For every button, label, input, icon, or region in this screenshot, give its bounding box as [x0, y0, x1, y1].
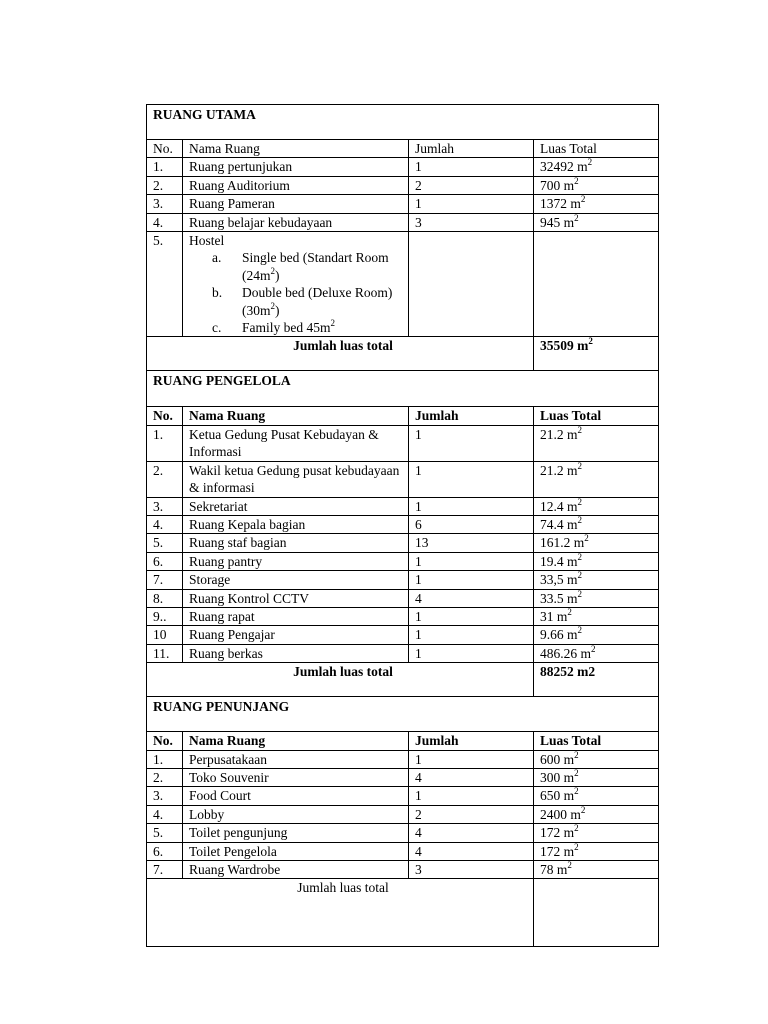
- table-row: [147, 750, 659, 768]
- row-count: 1: [409, 787, 534, 805]
- row-area: 74.4 $m^2$: [534, 515, 659, 533]
- total-row: [147, 337, 659, 371]
- row-count: 4: [409, 589, 534, 607]
- row-no: 5.: [147, 232, 183, 337]
- room-area-table: [146, 104, 659, 947]
- row-name: Wakil ketua Gedung pusat kebudayaan & informasi: [183, 461, 409, 497]
- row-no: 10: [147, 626, 183, 644]
- row-name: Sekretariat: [183, 497, 409, 515]
- row-no: 6.: [147, 842, 183, 860]
- table-row: [147, 461, 659, 497]
- row-count: 1: [409, 644, 534, 662]
- row-name: Ruang Pameran: [183, 195, 409, 213]
- row-area: 700 $m^2$: [534, 176, 659, 194]
- hostel-cell: [183, 232, 409, 337]
- total-row: [147, 879, 659, 947]
- row-count: 1: [409, 571, 534, 589]
- table-row: [147, 176, 659, 194]
- total-row: [147, 663, 659, 697]
- row-name: Ruang Auditorium: [183, 176, 409, 194]
- row-no: 1.: [147, 425, 183, 461]
- row-area: 21.2 $m^2$: [534, 461, 659, 497]
- total-label: Jumlah luas total: [147, 663, 534, 697]
- table-row: [147, 213, 659, 231]
- header-area: Luas Total: [534, 732, 659, 750]
- header-no: No.: [147, 140, 183, 158]
- row-area: 300 $m^2$: [534, 768, 659, 786]
- row-count: 1: [409, 607, 534, 625]
- row-area: 78 $m^2$: [534, 861, 659, 879]
- row-no: 6.: [147, 552, 183, 570]
- row-no: 3.: [147, 497, 183, 515]
- table-row: [147, 805, 659, 823]
- hostel-name: Hostel: [189, 233, 225, 249]
- row-name: Ruang Kepala bagian: [183, 515, 409, 533]
- header-area: Luas Total: [534, 140, 659, 158]
- table-row: [147, 515, 659, 533]
- row-area: [534, 232, 659, 337]
- row-area: 172 $m^2$: [534, 842, 659, 860]
- section-title-ruang-utama: RUANG UTAMA: [147, 105, 659, 140]
- row-no: 11.: [147, 644, 183, 662]
- row-count: 2: [409, 176, 534, 194]
- section-title-ruang-penunjang: RUANG PENUNJANG: [147, 697, 659, 732]
- row-name: Ketua Gedung Pusat Kebudayan & Informasi: [183, 425, 409, 461]
- total-value: 88252 m2: [534, 663, 659, 697]
- total-value: 35509 $m^2$: [534, 337, 659, 371]
- table-row: [147, 158, 659, 176]
- row-no: 2.: [147, 461, 183, 497]
- row-no: 5.: [147, 534, 183, 552]
- row-count: 3: [409, 861, 534, 879]
- row-no: 4.: [147, 805, 183, 823]
- row-name: Toilet pengunjung: [183, 824, 409, 842]
- row-count: 4: [409, 768, 534, 786]
- row-area: 600 $m^2$: [534, 750, 659, 768]
- row-area: 33.5 $m^2$: [534, 589, 659, 607]
- table-row: [147, 626, 659, 644]
- row-area: 486.26 $m^2$: [534, 644, 659, 662]
- row-area: 9.66 $m^2$: [534, 626, 659, 644]
- table-row: [147, 589, 659, 607]
- row-count: 1: [409, 750, 534, 768]
- row-count: 4: [409, 842, 534, 860]
- header-name: Nama Ruang: [183, 407, 409, 425]
- row-no: 5.: [147, 824, 183, 842]
- table-row: [147, 787, 659, 805]
- row-name: Toilet Pengelola: [183, 842, 409, 860]
- row-area: 650 $m^2$: [534, 787, 659, 805]
- row-count: 1: [409, 461, 534, 497]
- row-count: 3: [409, 213, 534, 231]
- table-row: [147, 552, 659, 570]
- row-count: 1: [409, 626, 534, 644]
- header-count: Jumlah: [409, 407, 534, 425]
- header-row: [147, 140, 659, 158]
- row-count: [409, 232, 534, 337]
- row-count: 4: [409, 824, 534, 842]
- header-row: [147, 732, 659, 750]
- row-no: 9..: [147, 607, 183, 625]
- row-count: 6: [409, 515, 534, 533]
- row-no: 7.: [147, 861, 183, 879]
- row-no: 1.: [147, 750, 183, 768]
- row-area: 32492 $m^2$: [534, 158, 659, 176]
- table-row: [147, 768, 659, 786]
- row-name: Lobby: [183, 805, 409, 823]
- total-label: Jumlah luas total: [147, 337, 534, 371]
- row-no: 2.: [147, 768, 183, 786]
- hostel-item-double: b. Double bed (Deluxe Room) $(30m^2)$: [212, 285, 393, 318]
- row-area: 19.4 $m^2$: [534, 552, 659, 570]
- table-row: [147, 425, 659, 461]
- row-no: 2.: [147, 176, 183, 194]
- table-row: [147, 607, 659, 625]
- table-row: [147, 497, 659, 515]
- row-count: 1: [409, 195, 534, 213]
- row-count: 1: [409, 497, 534, 515]
- row-name: Ruang pertunjukan: [183, 158, 409, 176]
- row-name: Ruang berkas: [183, 644, 409, 662]
- row-area: 161.2 $m^2$: [534, 534, 659, 552]
- section-title-ruang-pengelola: RUANG PENGELOLA: [147, 371, 659, 407]
- row-name: Storage: [183, 571, 409, 589]
- row-name: Ruang belajar kebudayaan: [183, 213, 409, 231]
- row-no: 1.: [147, 158, 183, 176]
- row-name: Ruang pantry: [183, 552, 409, 570]
- row-name: Ruang Wardrobe: [183, 861, 409, 879]
- table-row: [147, 824, 659, 842]
- row-name: Ruang rapat: [183, 607, 409, 625]
- header-no: No.: [147, 407, 183, 425]
- row-count: 2: [409, 805, 534, 823]
- header-name: Nama Ruang: [183, 140, 409, 158]
- row-count: 13: [409, 534, 534, 552]
- row-count: 1: [409, 552, 534, 570]
- header-area: Luas Total: [534, 407, 659, 425]
- row-area: 172 $m^2$: [534, 824, 659, 842]
- row-name: Ruang Pengajar: [183, 626, 409, 644]
- total-label: Jumlah luas total: [147, 879, 534, 947]
- row-area: 31 $m^2$: [534, 607, 659, 625]
- row-name: Ruang staf bagian: [183, 534, 409, 552]
- row-name: Food Court: [183, 787, 409, 805]
- row-no: 8.: [147, 589, 183, 607]
- row-name: Ruang Kontrol CCTV: [183, 589, 409, 607]
- row-no: 3.: [147, 787, 183, 805]
- row-area: 945 $m^2$: [534, 213, 659, 231]
- total-value: [534, 879, 659, 947]
- header-count: Jumlah: [409, 140, 534, 158]
- table-row-hostel: [147, 232, 659, 337]
- row-area: 21.2 $m^2$: [534, 425, 659, 461]
- row-area: 12.4 $m^2$: [534, 497, 659, 515]
- row-name: Perpusatakaan: [183, 750, 409, 768]
- hostel-item-single: a. Single bed (Standart Room $(24m^2)$: [212, 250, 389, 283]
- header-no: No.: [147, 732, 183, 750]
- row-count: 1: [409, 425, 534, 461]
- row-no: 3.: [147, 195, 183, 213]
- header-row: [147, 407, 659, 425]
- row-area: 1372 $m^2$: [534, 195, 659, 213]
- row-name: Toko Souvenir: [183, 768, 409, 786]
- row-count: 1: [409, 158, 534, 176]
- header-count: Jumlah: [409, 732, 534, 750]
- row-area: 2400 $m^2$: [534, 805, 659, 823]
- hostel-item-family: c. Family bed $45m^2$: [212, 318, 335, 336]
- row-no: 4.: [147, 515, 183, 533]
- row-area: 33,5 $m^2$: [534, 571, 659, 589]
- header-name: Nama Ruang: [183, 732, 409, 750]
- table-row: [147, 534, 659, 552]
- table-row: [147, 571, 659, 589]
- table-row: [147, 195, 659, 213]
- table-row: [147, 644, 659, 662]
- row-no: 4.: [147, 213, 183, 231]
- table-row: [147, 842, 659, 860]
- row-no: 7.: [147, 571, 183, 589]
- table-row: [147, 861, 659, 879]
